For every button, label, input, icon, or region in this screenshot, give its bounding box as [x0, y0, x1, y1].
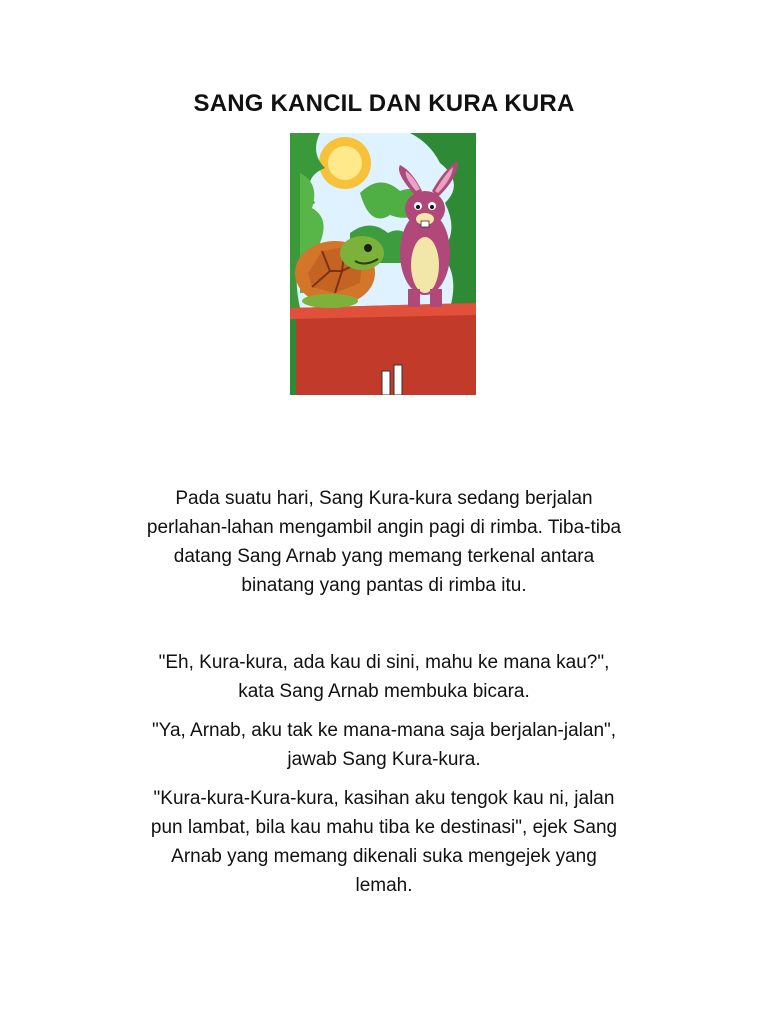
- page-title: SANG KANCIL DAN KURA KURA: [193, 90, 575, 117]
- paragraph: "Kura-kura-Kura-kura, kasihan aku tengok kau ni, jalan pun lambat, bila kau mahu tiba ke destinasi", ejek Sang Arnab yang memang dikenali suka mengejek yang lemah.: [150, 788, 618, 896]
- story-illustration: [290, 133, 476, 395]
- tortoise-rabbit-illustration: [290, 133, 476, 395]
- paragraph: "Ya, Arnab, aku tak ke mana-mana saja berjalan-jalan", jawab Sang Kura-kura.: [151, 720, 617, 770]
- paragraph: Pada suatu hari, Sang Kura-kura sedang berjalan perlahan-lahan mengambil angin pagi di rimba. Tiba-tiba datang Sang Arnab yang memang terkenal antara binatang yang pantas di rimba itu.: [146, 488, 622, 596]
- paragraph: "Eh, Kura-kura, ada kau di sini, mahu ke mana kau?", kata Sang Arnab membuka bicara.: [158, 652, 610, 702]
